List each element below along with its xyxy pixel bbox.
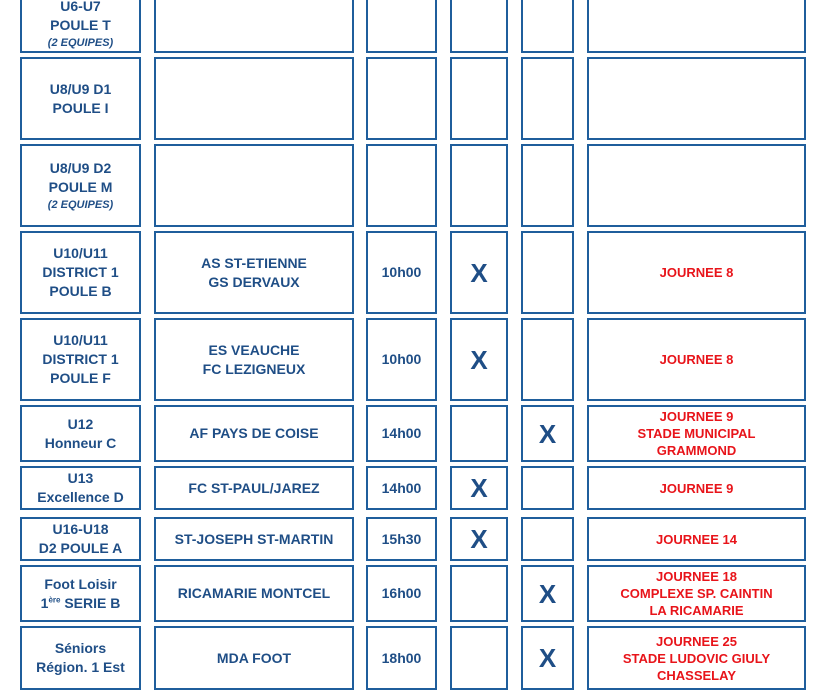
match-info: COMPLEXE SP. CAINTIN: [620, 586, 773, 601]
home-mark: X: [470, 473, 488, 503]
team-name: ST-JOSEPH ST-MARTIN: [174, 530, 334, 547]
home-cell: [450, 318, 508, 401]
time-cell: [366, 626, 437, 690]
info-cell: [587, 57, 806, 140]
category-line: POULE B: [49, 283, 112, 299]
time-cell: [366, 318, 437, 401]
team-name: RICAMARIE MONTCEL: [177, 585, 331, 601]
home-cell: [450, 517, 508, 561]
category-line: POULE M: [48, 178, 113, 195]
category-line: U10/U11: [53, 245, 108, 261]
team-cell: [154, 466, 354, 510]
category-line: Région. 1 Est: [36, 659, 125, 675]
info-cell: [587, 517, 806, 561]
category-line: U6-U7: [60, 0, 101, 14]
cat-cell: [20, 0, 141, 53]
category-line: Excellence D: [37, 489, 124, 505]
away-mark: X: [538, 418, 557, 449]
category-line: Séniors: [54, 640, 107, 656]
category-line: U8/U9 D2: [49, 159, 112, 176]
home-cell: [450, 0, 508, 53]
match-info: JOURNEE 9: [659, 409, 734, 424]
info-cell: [587, 565, 806, 622]
home-cell: [450, 626, 508, 690]
match-info: GRAMMOND: [656, 443, 737, 458]
time-cell: [366, 57, 437, 140]
team-name: FC ST-PAUL/JAREZ: [188, 479, 320, 496]
team-cell: [154, 405, 354, 462]
category-line: U13: [67, 470, 94, 486]
category-line: U8/U9 D1: [49, 80, 112, 97]
team-cell: [154, 626, 354, 690]
away-cell: [521, 0, 574, 53]
team-cell: [154, 517, 354, 561]
info-cell: [587, 0, 806, 53]
cat-cell: [20, 57, 141, 140]
category-prefix: 1: [40, 594, 49, 611]
category-suffix: SERIE B: [60, 594, 121, 611]
team-cell: [154, 57, 354, 140]
time-cell: [366, 466, 437, 510]
match-info: JOURNEE 9: [659, 480, 734, 496]
match-info: JOURNEE 8: [659, 265, 734, 280]
team-name: AS ST-ETIENNE: [201, 254, 307, 271]
time-cell: [366, 0, 437, 53]
category-line: Foot Loisir: [44, 575, 117, 592]
team-cell: [154, 144, 354, 227]
time-cell: [366, 405, 437, 462]
cat-cell: [20, 144, 141, 227]
team-count-note: (2 EQUIPES): [47, 36, 114, 49]
team-name: FC LEZIGNEUX: [202, 360, 306, 377]
team-name: ES VEAUCHE: [208, 341, 300, 358]
match-info: STADE LUDOVIC GIULY: [622, 650, 771, 666]
category-line: U16-U18: [52, 521, 109, 537]
category-line: D2 POULE A: [38, 540, 123, 556]
info-cell: [587, 231, 806, 314]
home-cell: [450, 144, 508, 227]
home-cell: [450, 231, 508, 314]
cat-cell: [20, 517, 141, 561]
kickoff-time: 10h00: [381, 351, 422, 367]
home-cell: [450, 565, 508, 622]
time-cell: [366, 144, 437, 227]
time-cell: [366, 565, 437, 622]
team-cell: [154, 0, 354, 53]
cat-cell: [20, 231, 141, 314]
time-cell: [366, 231, 437, 314]
category-line: DISTRICT 1: [42, 351, 119, 367]
match-info: STADE MUNICIPAL: [637, 426, 756, 441]
kickoff-time: 15h30: [381, 530, 422, 547]
cat-cell: [20, 318, 141, 401]
category-line: Honneur C: [44, 434, 117, 451]
kickoff-time: 16h00: [381, 585, 422, 601]
home-mark: X: [470, 344, 488, 375]
category-line: POULE I: [52, 99, 109, 116]
away-cell: [521, 565, 574, 622]
cat-cell: [20, 466, 141, 510]
match-info: JOURNEE 25: [656, 633, 737, 649]
match-info: CHASSELAY: [657, 667, 736, 683]
category-line: U12: [67, 415, 94, 432]
match-info: JOURNEE 8: [659, 352, 734, 367]
info-cell: [587, 405, 806, 462]
info-cell: [587, 466, 806, 510]
match-info: JOURNEE 18: [656, 569, 737, 584]
category-line: POULE F: [50, 370, 111, 386]
info-cell: [587, 626, 806, 690]
away-mark: X: [538, 578, 557, 609]
away-cell: [521, 517, 574, 561]
team-name: MDA FOOT: [216, 649, 292, 666]
cat-cell: [20, 626, 141, 690]
cat-cell: [20, 565, 141, 622]
away-cell: [521, 626, 574, 690]
home-mark: X: [470, 524, 488, 554]
time-cell: [366, 517, 437, 561]
category-line: DISTRICT 1: [42, 264, 119, 280]
kickoff-time: 14h00: [381, 425, 422, 441]
match-info: LA RICAMARIE: [649, 603, 744, 618]
team-count-note: (2 EQUIPES): [47, 198, 114, 211]
category-line: U10/U11: [53, 332, 108, 348]
team-name: GS DERVAUX: [208, 273, 300, 290]
cat-cell: [20, 405, 141, 462]
away-mark: X: [538, 643, 557, 673]
team-name: AF PAYS DE COISE: [189, 425, 319, 441]
home-cell: [450, 405, 508, 462]
info-cell: [587, 144, 806, 227]
team-cell: [154, 565, 354, 622]
away-cell: [521, 405, 574, 462]
kickoff-time: 10h00: [381, 264, 422, 280]
away-cell: [521, 318, 574, 401]
home-cell: [450, 466, 508, 510]
team-cell: [154, 318, 354, 401]
category-line: POULE T: [50, 16, 111, 33]
away-cell: [521, 144, 574, 227]
home-mark: X: [470, 257, 488, 288]
home-cell: [450, 57, 508, 140]
kickoff-time: 14h00: [381, 479, 422, 496]
away-cell: [521, 466, 574, 510]
info-cell: [587, 318, 806, 401]
category-line: [41, 594, 121, 613]
team-cell: [154, 231, 354, 314]
away-cell: [521, 57, 574, 140]
away-cell: [521, 231, 574, 314]
match-info: JOURNEE 14: [656, 531, 737, 547]
kickoff-time: 18h00: [381, 649, 422, 666]
category-superscript: ère: [48, 594, 61, 604]
